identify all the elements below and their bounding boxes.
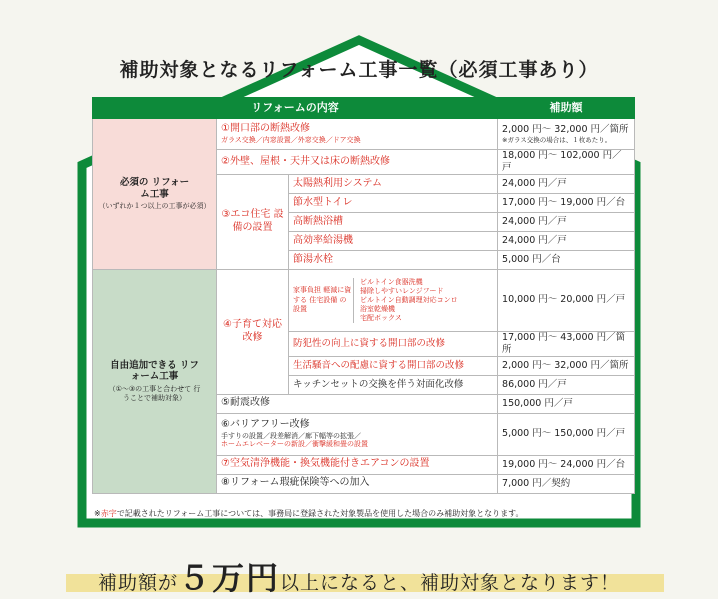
item8-title: ⑧リフォーム瑕疵保険等への加入 bbox=[217, 474, 498, 493]
reform-table bbox=[92, 97, 635, 494]
item3-row-price: 24,000 円／戸 bbox=[498, 231, 635, 250]
item1-price-cell bbox=[498, 119, 635, 150]
item4-row-label: 防犯性の向上に資する開口部の改修 bbox=[289, 331, 498, 356]
item7-title: ⑦空気清浄機能・換気機能付きエアコンの設置 bbox=[217, 455, 498, 474]
header-amount: 補助額 bbox=[498, 98, 635, 119]
item3-row-price: 24,000 円／戸 bbox=[498, 174, 635, 193]
list-item: 浴室乾燥機 bbox=[360, 304, 395, 313]
item4-row-label: 生活騒音への配慮に資する開口部の改修 bbox=[289, 356, 498, 375]
table-row bbox=[93, 119, 635, 150]
list-item: ビルトイン食器洗機 bbox=[360, 277, 423, 286]
item1-sub: ガラス交換／内窓設置／外窓交換／ドア交換 bbox=[221, 135, 361, 144]
page-title: 補助対象となるリフォーム工事一覧（必須工事あり） bbox=[119, 59, 599, 81]
item4-group-price: 10,000 円～ 20,000 円／戸 bbox=[498, 269, 635, 331]
free-category-cell bbox=[93, 269, 217, 493]
required-category-note: （いずれか１つ以上の工事が必須） bbox=[98, 202, 211, 211]
item4-group-cell bbox=[289, 269, 498, 331]
list-item: ビルトイン自動調理対応コンロ bbox=[360, 295, 458, 304]
required-category-label: 必須の リフォーム工事 bbox=[119, 176, 190, 200]
item3-row-price: 24,000 円／戸 bbox=[498, 212, 635, 231]
item1-price: 2,000 円～ 32,000 円／箇所 bbox=[502, 124, 629, 135]
item3-row-label: 太陽熱利用システム bbox=[289, 174, 498, 193]
header-content: リフォームの内容 bbox=[93, 98, 498, 119]
bottom-post: 以上になると、補助対象となります！ bbox=[280, 572, 621, 594]
item4-row-price: 17,000 円～ 43,000 円／箇所 bbox=[498, 331, 635, 356]
footnote-red-word: 赤字 bbox=[100, 509, 117, 518]
item6-cell bbox=[217, 413, 498, 455]
item4-group-label: 家事負担 軽減に資する 住宅設備 の設置 bbox=[293, 286, 352, 313]
item3-row-label: 節水型トイレ bbox=[289, 193, 498, 212]
item3-row-label: 節湯水栓 bbox=[289, 250, 498, 269]
bottom-amount: ５万円 bbox=[177, 559, 280, 597]
item3-row-price: 5,000 円／台 bbox=[498, 250, 635, 269]
item4-row-price: 2,000 円～ 32,000 円／箇所 bbox=[498, 356, 635, 375]
item6-price: 5,000 円～ 150,000 円／戸 bbox=[498, 413, 635, 455]
item3-title: ③エコ住宅 設備の設置 bbox=[217, 174, 289, 269]
item4-row-label: キッチンセットの交換を伴う対面化改修 bbox=[289, 375, 498, 394]
required-category-cell bbox=[93, 119, 217, 270]
item6-sub1: 手すりの設置／段差解消／廊下幅等の拡張／ bbox=[221, 431, 361, 440]
table-row bbox=[93, 269, 635, 331]
item8-price: 7,000 円／契約 bbox=[498, 474, 635, 493]
item1-price-note: ※ガラス交換の場合は、１枚あたり。 bbox=[502, 135, 612, 144]
footnote-text: で記載されたリフォーム工事については、事務局に登録された対象製品を使用した場合のみ補助対象となります。 bbox=[116, 509, 524, 518]
footnote-prefix: ※ bbox=[94, 509, 101, 518]
bottom-message bbox=[0, 553, 718, 599]
item2-price: 18,000 円～ 102,000 円／戸 bbox=[498, 150, 635, 175]
bottom-pre: 補助額が bbox=[97, 572, 178, 594]
item1-title: ①開口部の断熱改修 bbox=[221, 123, 310, 135]
free-category-note: （①～③の工事と合わせて 行うことで補助対象） bbox=[108, 385, 201, 402]
item5-price: 150,000 円／戸 bbox=[498, 394, 635, 413]
item6-sub2: ホームエレベーターの新設／衝撃緩和畳の設置 bbox=[221, 440, 368, 449]
item4-title: ④子育て対応 改修 bbox=[217, 269, 289, 394]
item3-row-price: 17,000 円～ 19,000 円／台 bbox=[498, 193, 635, 212]
item5-title: ⑤耐震改修 bbox=[217, 394, 498, 413]
free-category-label: 自由追加できる リフォーム工事 bbox=[110, 359, 199, 383]
item7-price: 19,000 円～ 24,000 円／台 bbox=[498, 455, 635, 474]
item2-title: ②外壁、屋根・天井又は床の断熱改修 bbox=[217, 150, 498, 175]
item4-row-price: 86,000 円／戸 bbox=[498, 375, 635, 394]
list-item: 掃除しやすいレンジフード bbox=[360, 286, 444, 295]
item6-title: ⑥バリアフリー改修 bbox=[221, 419, 310, 430]
item1-cell bbox=[217, 119, 498, 150]
item3-row-label: 高断熱浴槽 bbox=[289, 212, 498, 231]
footnote bbox=[94, 508, 524, 519]
table-header-row bbox=[93, 98, 635, 119]
item4-group-list bbox=[353, 278, 458, 323]
item3-row-label: 高効率給湯機 bbox=[289, 231, 498, 250]
list-item: 宅配ボックス bbox=[360, 313, 402, 322]
